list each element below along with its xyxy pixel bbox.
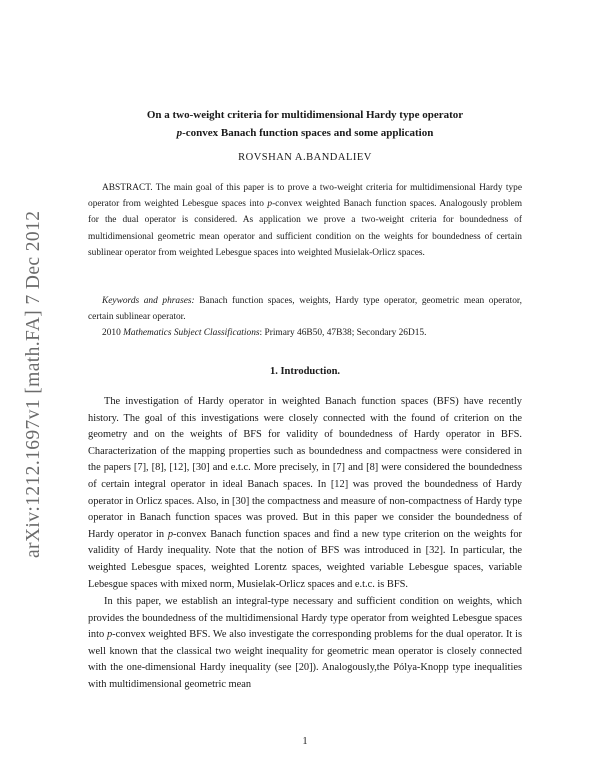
abstract-text-1: ABSTRACT. The main goal of this paper is to prove a two-weight criteria for multidimensional Hardy type operator from weighted Lebesgue spaces into <box>88 183 522 210</box>
para1-variable-p: p <box>167 528 174 540</box>
msc-classification <box>88 325 522 341</box>
para2-text-2: -convex weighted BFS. We also investigate the corresponding problems for the dual operator. It is well known that the classical two weight inequality for geometric mean operator is closely connected with the one-dimensional Hardy inequality (see [20]). Analogously,the Pólya-Knopp type inequalities with multidimensional geometric mean <box>88 629 523 690</box>
msc-label: Mathematics Subject Classifications <box>123 328 260 338</box>
section-heading-introduction: 1. Introduction. <box>269 366 341 377</box>
intro-paragraph-1 <box>88 394 522 593</box>
abstract-text-2: -convex weighted Banach function spaces. Analogously problem for the dual operator is considered. As application we prove a two-weight criteria for boundedness of multidimensional geometric mean operator and sufficient condition on the weights for boundedness of certain sublinear operator from weighted Lebesgue spaces into weighted Musielak-Orlicz spaces. <box>88 199 522 258</box>
paper-title <box>88 106 522 142</box>
keywords-label: Keywords and phrases: <box>102 296 195 306</box>
title-variable-p: p <box>176 127 183 139</box>
para2-variable-p: p <box>106 629 113 641</box>
page-number: 1 <box>302 736 308 747</box>
arxiv-identifier-stamp: arXiv:1212.1697v1 [math.FA] 7 Dec 2012 <box>23 210 44 558</box>
para1-text-2: -convex Banach function spaces and find a new type criterion on the weights for validity of Hardy inequality. Note that the notion of BFS was introduced in [32]. In particular, the weighted Lebesgue spaces, weighted Lorentz spaces, weighted variable Lebesgue spaces, variable Lebesgue spaces with mixed norm, Musielak-Orlicz spaces and e.t.c. is BFS. <box>88 528 522 590</box>
abstract-variable-p: p <box>267 199 273 210</box>
author-name: ROVSHAN A.BANDALIEV <box>238 152 372 163</box>
para2-text-1: In this paper, we establish an integral-type necessary and sufficient condition on weights, which provides the boundedness of the multidimensional Hardy type operator from weighted Lebesgue spaces into <box>88 596 522 641</box>
msc-prefix: 2010 <box>102 328 124 338</box>
title-line-2-text: -convex Banach function spaces and some application <box>182 127 434 139</box>
title-line-2 <box>88 124 522 142</box>
keywords-text: Banach function spaces, weights, Hardy type operator, geometric mean operator, certain sublinear operator. <box>88 296 522 323</box>
abstract <box>88 180 522 261</box>
msc-text: : Primary 46B50, 47B38; Secondary 26D15. <box>259 328 427 338</box>
intro-paragraph-2 <box>88 594 522 694</box>
title-line-1: On a two-weight criteria for multidimensional Hardy type operator <box>146 109 464 121</box>
para1-text-1: The investigation of Hardy operator in weighted Banach function spaces (BFS) have recently history. The goal of this investigations were closely connected with the found of criterion on the geometry and on the weights of BFS for validity of boundedness of Hardy operator in BFS. Characterization of the mapping properties such as boundedness and compactness were considered in the papers [7], [8], [12], [30] and e.t.c. More precisely, in [7] and [8] were considered the boundedness of certain integral operator in ideal Banach spaces. In [12] was proved the boundedness of Hardy operator in Orlicz spaces. Also, in [30] the compactness and measure of non-compactness of Hardy type operator in Banach function spaces was proved. But in this paper we consider the boundedness of Hardy operator in <box>88 396 522 540</box>
keywords <box>88 293 522 325</box>
